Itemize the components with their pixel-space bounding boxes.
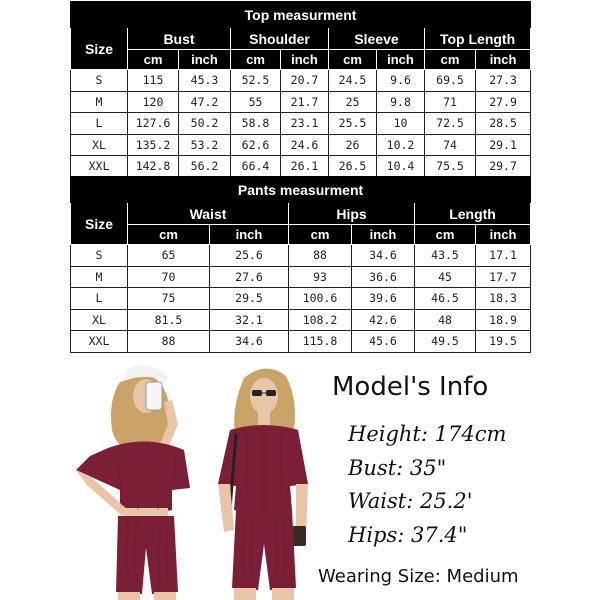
measurement-cell: 135.2	[128, 134, 179, 156]
unit-header: cm	[329, 50, 377, 70]
measurement-cell: 47.2	[179, 91, 231, 113]
table-row	[71, 245, 531, 267]
size-header: Size	[71, 28, 128, 70]
size-header: Size	[71, 203, 128, 245]
measurement-cell: 50.2	[179, 113, 231, 135]
model-info-panel	[318, 360, 600, 600]
size-cell: S	[71, 245, 128, 267]
measurement-cell: 39.6	[352, 288, 415, 310]
pants-table-title: Pants measurment	[71, 177, 531, 203]
measurement-cell: 27.3	[476, 70, 531, 92]
size-cell: XXL	[71, 156, 128, 178]
measurement-cell: 88	[289, 245, 352, 267]
measurement-cell: 25.5	[329, 113, 377, 135]
measurement-cell: 29.7	[476, 156, 531, 178]
measurement-cell: 27.9	[476, 91, 531, 113]
size-cell: M	[71, 266, 128, 288]
measurement-cell: 34.6	[210, 331, 289, 353]
top-measurement-table	[70, 1, 531, 178]
measurement-cell: 115	[128, 70, 179, 92]
measurement-cell: 93	[289, 266, 352, 288]
unit-header: inch	[210, 225, 289, 245]
measurement-cell: 25	[329, 91, 377, 113]
size-cell: L	[71, 113, 128, 135]
measurement-cell: 26.1	[281, 156, 329, 178]
table-row	[71, 134, 531, 156]
measurement-cell: 142.8	[128, 156, 179, 178]
measurement-cell: 9.6	[377, 70, 425, 92]
measurement-cell: 52.5	[231, 70, 281, 92]
size-cell: XL	[71, 309, 128, 331]
measurement-cell: 45	[415, 266, 476, 288]
measurement-cell: 29.5	[210, 288, 289, 310]
measurement-cell: 58.8	[231, 113, 281, 135]
measurement-cell: 100.6	[289, 288, 352, 310]
group-header-hips: Hips	[289, 203, 415, 225]
measurement-cell: 24.6	[281, 134, 329, 156]
table-row	[71, 266, 531, 288]
measurement-cell: 108.2	[289, 309, 352, 331]
measurement-cell: 120	[128, 91, 179, 113]
measurement-cell: 70	[128, 266, 210, 288]
measurement-cell: 26.5	[329, 156, 377, 178]
measurement-cell: 115.8	[289, 331, 352, 353]
unit-header: inch	[352, 225, 415, 245]
measurement-cell: 10.4	[377, 156, 425, 178]
measurement-cell: 45.3	[179, 70, 231, 92]
measurement-cell: 25.6	[210, 245, 289, 267]
unit-header: cm	[231, 50, 281, 70]
group-header-length: Length	[415, 203, 531, 225]
size-cell: M	[71, 91, 128, 113]
top-table-title: Top measurment	[71, 2, 531, 28]
measurement-cell: 49.5	[415, 331, 476, 353]
unit-header: cm	[415, 225, 476, 245]
measurement-cell: 21.7	[281, 91, 329, 113]
measurement-cell: 46.5	[415, 288, 476, 310]
measurement-cell: 81.5	[128, 309, 210, 331]
measurement-cell: 74	[425, 134, 476, 156]
model-bust: Bust: 35"	[348, 456, 447, 480]
unit-header: cm	[289, 225, 352, 245]
measurement-cell: 10.2	[377, 134, 425, 156]
measurement-cell: 62.6	[231, 134, 281, 156]
measurement-cell: 72.5	[425, 113, 476, 135]
measurement-cell: 75.5	[425, 156, 476, 178]
table-row	[71, 91, 531, 113]
measurement-cell: 10	[377, 113, 425, 135]
group-header-bust: Bust	[128, 28, 231, 50]
measurement-cell: 27.6	[210, 266, 289, 288]
measurement-cell: 55	[231, 91, 281, 113]
measurement-cell: 23.1	[281, 113, 329, 135]
size-cell: XL	[71, 134, 128, 156]
measurement-cell: 42.6	[352, 309, 415, 331]
table-row	[71, 288, 531, 310]
measurement-cell: 43.5	[415, 245, 476, 267]
measurement-cell: 18.3	[476, 288, 531, 310]
measurement-cell: 45.6	[352, 331, 415, 353]
measurement-cell: 56.2	[179, 156, 231, 178]
measurement-cell: 17.1	[476, 245, 531, 267]
measurement-cell: 36.6	[352, 266, 415, 288]
measurement-cell: 24.5	[329, 70, 377, 92]
model-waist: Waist: 25.2'	[348, 489, 473, 513]
measurement-cell: 127.6	[128, 113, 179, 135]
unit-header: inch	[377, 50, 425, 70]
measurement-cell: 71	[425, 91, 476, 113]
table-row	[71, 309, 531, 331]
measurement-cell: 53.2	[179, 134, 231, 156]
unit-header: cm	[128, 225, 210, 245]
model-hips: Hips: 37.4"	[348, 523, 468, 547]
table-row	[71, 113, 531, 135]
measurement-cell: 26	[329, 134, 377, 156]
table-row	[71, 70, 531, 92]
unit-header: inch	[281, 50, 329, 70]
table-row	[71, 331, 531, 353]
measurement-cell: 75	[128, 288, 210, 310]
measurement-cell: 65	[128, 245, 210, 267]
group-header-top-length: Top Length	[425, 28, 531, 50]
measurement-cell: 9.8	[377, 91, 425, 113]
unit-header: inch	[476, 50, 531, 70]
measurement-cell: 29.1	[476, 134, 531, 156]
wearing-size: Wearing Size: Medium	[318, 566, 519, 587]
measurement-cell: 17.7	[476, 266, 531, 288]
model-photo-front-selfie	[68, 360, 193, 600]
size-cell: S	[71, 70, 128, 92]
unit-header: cm	[425, 50, 476, 70]
group-header-sleeve: Sleeve	[329, 28, 425, 50]
table-row	[71, 156, 531, 178]
measurement-cell: 20.7	[281, 70, 329, 92]
measurement-cell: 69.5	[425, 70, 476, 92]
measurement-cell: 19.5	[476, 331, 531, 353]
unit-header: inch	[179, 50, 231, 70]
group-header-shoulder: Shoulder	[231, 28, 329, 50]
model-info-title: Model's Info	[332, 372, 489, 402]
measurement-cell: 34.6	[352, 245, 415, 267]
unit-header: cm	[128, 50, 179, 70]
pants-measurement-table	[70, 176, 531, 353]
measurement-cell: 66.4	[231, 156, 281, 178]
measurement-cell: 18.9	[476, 309, 531, 331]
measurement-cell: 88	[128, 331, 210, 353]
model-photo-front-standing	[200, 360, 325, 600]
group-header-waist: Waist	[128, 203, 289, 225]
measurement-cell: 28.5	[476, 113, 531, 135]
unit-header: inch	[476, 225, 531, 245]
model-height: Height: 174cm	[348, 422, 507, 446]
size-cell: L	[71, 288, 128, 310]
measurement-cell: 32.1	[210, 309, 289, 331]
size-cell: XXL	[71, 331, 128, 353]
measurement-cell: 48	[415, 309, 476, 331]
